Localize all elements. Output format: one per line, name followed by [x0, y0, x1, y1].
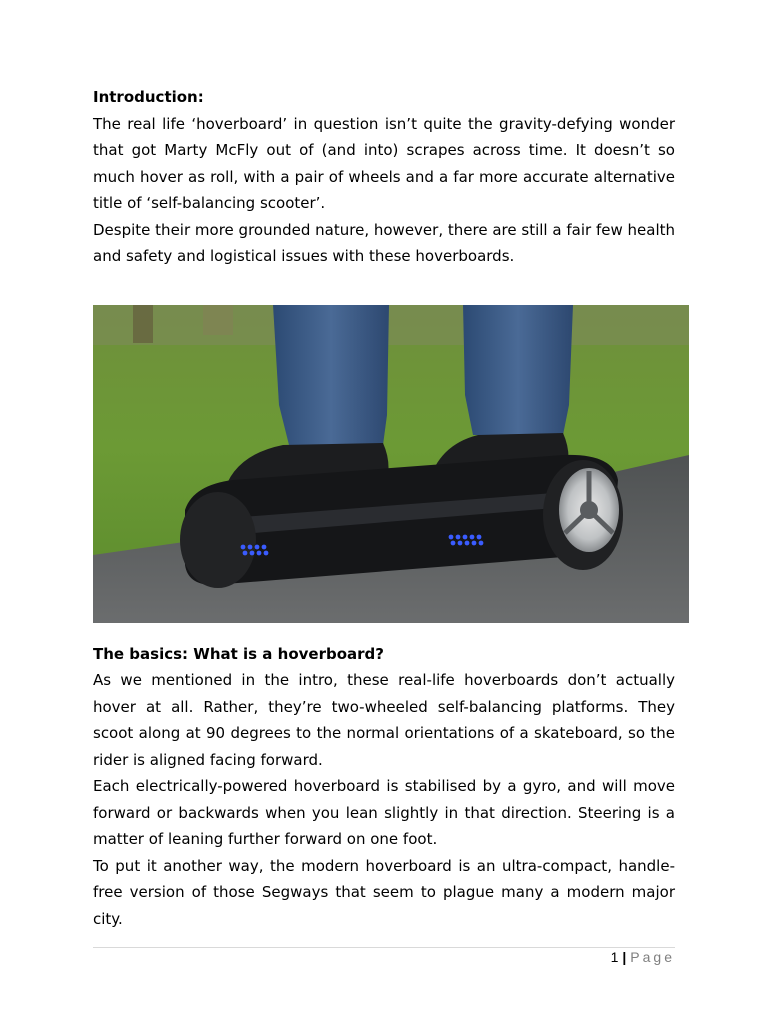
basics-paragraph-2: Each electrically-powered hoverboard is stabilised by a gyro, and will move forward or backwards when you lean slightly in that direction. Steering is a matter of leaning further forward on one foot. [93, 777, 675, 848]
basics-paragraph-3: To put it another way, the modern hoverboard is an ultra-compact, handle-free version of those Segways that seem to plague many a modern major city. [93, 856, 675, 928]
hoverboard-photo [93, 305, 689, 623]
page-separator: | [622, 949, 627, 965]
page-number: 1 [610, 949, 619, 965]
intro-paragraph-2: Despite their more grounded nature, however, there are still a fair few health and safety and logistical issues with these hoverboards. [93, 220, 675, 265]
document-page [93, 84, 675, 932]
page-footer [93, 947, 675, 965]
intro-paragraph-1: The real life ‘hoverboard’ in question isn’t quite the gravity-defying wonder that got Marty McFly out of (and into) scrapes across time. It doesn’t so much hover as roll, with a pair of wheels and a far more accurate alternative title of ‘self-balancing scooter’. [93, 114, 675, 212]
page-label: Page [630, 949, 675, 965]
basics-heading: The basics: What is a hoverboard? [93, 644, 384, 663]
intro-heading: Introduction: [93, 88, 204, 106]
basics-paragraph-1: As we mentioned in the intro, these real-life hoverboards don’t actually hover at all. Rather, they’re two-wheeled self-balancing platforms. They scoot along at 90 degrees to the normal orientations of a skateboard, so the rider is aligned facing forward. [93, 671, 675, 769]
